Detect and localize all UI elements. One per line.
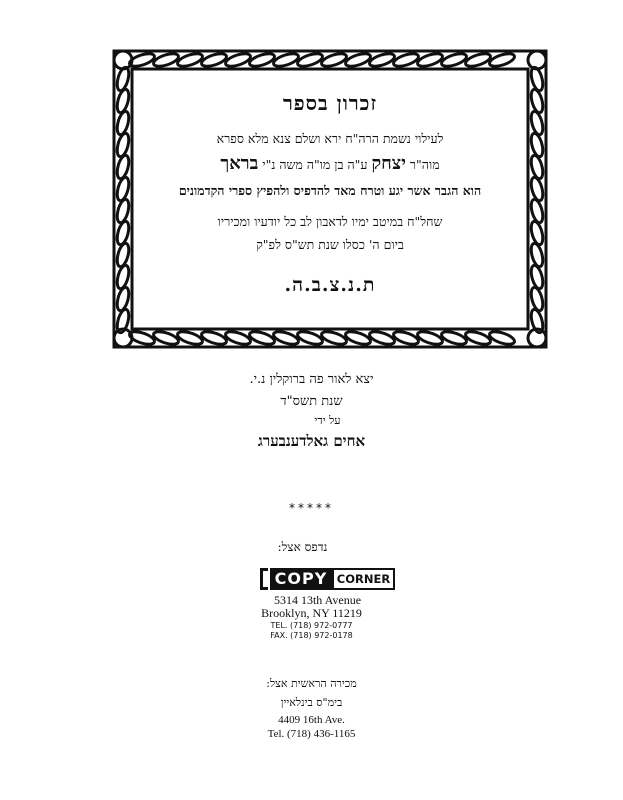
dedication-line-4: שחל"ח במיטב ימיו לדאבון לב כל יודעיו ומכיריו [217,214,443,229]
chain-link [529,154,545,180]
chain-link [529,110,545,136]
chain-link [115,132,131,158]
chain-link [296,329,324,347]
chain-link [115,286,131,312]
chain-link [115,220,131,246]
chain-link [115,110,131,136]
chain-link [529,242,545,268]
chain-link [392,51,420,69]
chain-link [224,51,252,69]
chain-link [529,264,545,290]
logo-corner-text: CORNER [332,568,395,590]
deceased-surname: בראך [220,153,259,174]
chain-link [115,88,131,114]
dedication-date: ביום ה' כסלו שנת תש"ס לפ"ק [256,237,404,252]
printer-fax: FAX. (718) 972-0178 [270,631,353,640]
chain-link [416,51,444,69]
chain-link [529,176,545,202]
chain-link [368,329,396,347]
dedication-line-3: הוא הגבר אשר יגע וטרח מאד להדפיס ולהפיץ ספרי הקדמונים [178,183,482,198]
chain-link [224,329,252,347]
distributor-name: בימ"ס בינלאיין [280,696,343,709]
chain-link [320,51,348,69]
memorial-title: זכרון בספר [282,91,378,115]
chain-link [464,51,492,69]
printer-street: 5314 13th Avenue [273,593,362,607]
publisher-name: אחים גאלדענבערג [257,432,366,450]
chain-link [152,329,180,347]
chain-link [529,198,545,224]
chain-link [529,220,545,246]
corner-knot [114,51,132,69]
chain-link [115,154,131,180]
copy-corner-logo [260,568,395,590]
chain-link [392,329,420,347]
printer-city: Brooklyn, NY 11219 [261,606,362,620]
chain-link [200,329,228,347]
chain-link [176,51,204,69]
chain-link [200,51,228,69]
publication-place: יצא לאור פה ברוקלין נ.י. [249,372,374,387]
memorial-frame [108,45,552,353]
chain-link [115,198,131,224]
separator-stars: ***** [289,501,334,515]
patronymic: ע"ה בן מו"ה משה נ"י [262,157,368,172]
chain-link [115,242,131,268]
dedication-line-1: לעילוי נשמת הרה"ח ירא ושלם צנא מלא ספרא [216,131,444,146]
chain-link [529,88,545,114]
dedication-line-2 [138,153,522,174]
chain-link [152,51,180,69]
chain-link [296,51,324,69]
chain-link [440,329,468,347]
chain-link [344,329,372,347]
distributor-phone: Tel. (718) 436-1165 [267,728,356,740]
printed-at-label: נדפס אצל: [277,540,328,554]
chain-link [488,329,516,347]
memorial-abbreviation: ת.נ.צ.ב.ה. [284,274,376,296]
chain-link [488,51,516,69]
logo-bracket [260,568,268,590]
logo-copy-text: COPY [270,568,332,590]
publication-year: שנת תשס"ד [280,394,343,409]
printer-phone: TEL. (718) 972-0777 [270,621,353,630]
distributor-label: מכירה הראשית אצל: [266,677,357,690]
publisher-by-label: על ידי [314,414,341,427]
chain-link [272,329,300,347]
honorific-prefix: מוה"ר [409,157,440,172]
dedication-text [138,75,522,325]
chain-link [320,329,348,347]
chain-link [248,51,276,69]
chain-link [344,51,372,69]
chain-link [176,329,204,347]
corner-knot [528,51,546,69]
chain-link [115,264,131,290]
distributor-street: 4409 16th Ave. [278,714,345,726]
chain-link [416,329,444,347]
chain-link [464,329,492,347]
chain-link [529,286,545,312]
chain-link [115,176,131,202]
chain-link [272,51,300,69]
chain-link [529,132,545,158]
deceased-first-name: יצחק [371,153,406,174]
chain-link [440,51,468,69]
chain-link [368,51,396,69]
chain-link [248,329,276,347]
